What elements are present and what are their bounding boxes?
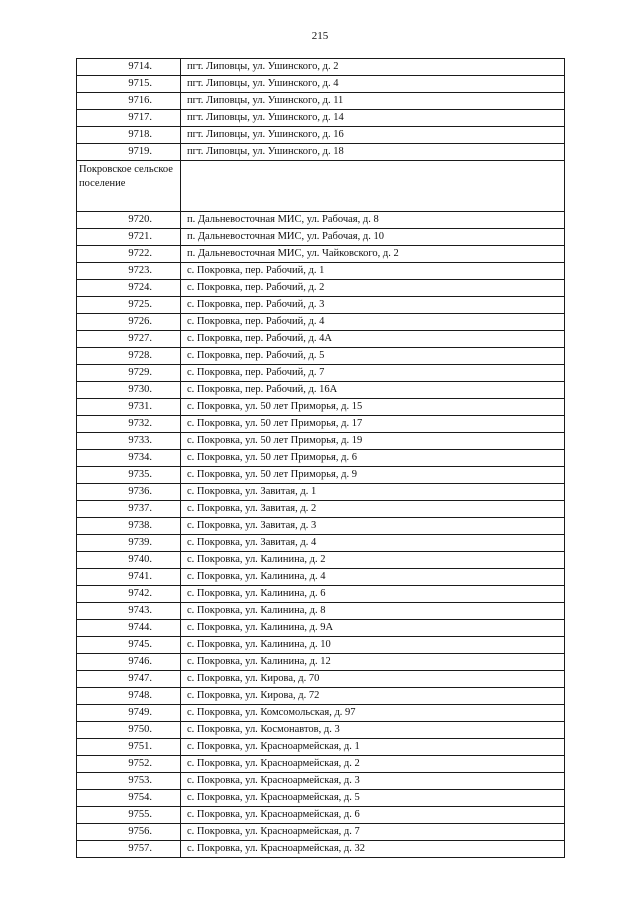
table-row [77, 382, 565, 399]
table-row [77, 416, 565, 433]
address-cell: с. Покровка, пер. Рабочий, д. 16А [181, 382, 565, 399]
address-cell: с. Покровка, ул. 50 лет Приморья, д. 15 [181, 399, 565, 416]
section-note [181, 161, 565, 212]
address-cell: пгт. Липовцы, ул. Ушинского, д. 14 [181, 110, 565, 127]
address-cell: с. Покровка, ул. Красноармейская, д. 3 [181, 773, 565, 790]
address-cell: п. Дальневосточная МИС, ул. Чайковского, д. 2 [181, 246, 565, 263]
table-row [77, 314, 565, 331]
row-number-cell: 9736. [77, 484, 181, 501]
table-row [77, 433, 565, 450]
row-number-cell: 9725. [77, 297, 181, 314]
table-row [77, 331, 565, 348]
table-row [77, 467, 565, 484]
table-row [77, 807, 565, 824]
table-row [77, 603, 565, 620]
address-cell: с. Покровка, ул. Космонавтов, д. 3 [181, 722, 565, 739]
table-row [77, 450, 565, 467]
address-cell: п. Дальневосточная МИС, ул. Рабочая, д. 8 [181, 212, 565, 229]
table-row [77, 348, 565, 365]
address-cell: с. Покровка, пер. Рабочий, д. 2 [181, 280, 565, 297]
address-cell: с. Покровка, ул. Красноармейская, д. 2 [181, 756, 565, 773]
address-cell: с. Покровка, ул. Кирова, д. 72 [181, 688, 565, 705]
table-row [77, 484, 565, 501]
address-cell: с. Покровка, ул. Калинина, д. 2 [181, 552, 565, 569]
address-cell: с. Покровка, ул. Калинина, д. 4 [181, 569, 565, 586]
table-row [77, 773, 565, 790]
address-cell: с. Покровка, ул. Завитая, д. 3 [181, 518, 565, 535]
rows-after-section [77, 212, 565, 858]
address-cell: с. Покровка, ул. 50 лет Приморья, д. 6 [181, 450, 565, 467]
row-number-cell: 9721. [77, 229, 181, 246]
row-number-cell: 9746. [77, 654, 181, 671]
address-cell: с. Покровка, пер. Рабочий, д. 4 [181, 314, 565, 331]
address-cell: с. Покровка, ул. Калинина, д. 6 [181, 586, 565, 603]
row-number-cell: 9756. [77, 824, 181, 841]
row-number-cell: 9757. [77, 841, 181, 858]
table-row [77, 705, 565, 722]
table-row [77, 569, 565, 586]
address-cell: с. Покровка, ул. Завитая, д. 1 [181, 484, 565, 501]
row-number-cell: 9749. [77, 705, 181, 722]
row-number-cell: 9739. [77, 535, 181, 552]
row-number-cell: 9723. [77, 263, 181, 280]
row-number-cell: 9715. [77, 76, 181, 93]
address-cell: пгт. Липовцы, ул. Ушинского, д. 18 [181, 144, 565, 161]
address-cell: с. Покровка, ул. Красноармейская, д. 1 [181, 739, 565, 756]
row-number-cell: 9714. [77, 59, 181, 76]
address-cell: с. Покровка, ул. Кирова, д. 70 [181, 671, 565, 688]
row-number-cell: 9751. [77, 739, 181, 756]
table-row [77, 144, 565, 161]
row-number-cell: 9752. [77, 756, 181, 773]
row-number-cell: 9737. [77, 501, 181, 518]
row-number-cell: 9741. [77, 569, 181, 586]
table-row [77, 586, 565, 603]
row-number-cell: 9728. [77, 348, 181, 365]
table-row [77, 93, 565, 110]
row-number-cell: 9716. [77, 93, 181, 110]
address-cell: с. Покровка, ул. 50 лет Приморья, д. 9 [181, 467, 565, 484]
row-number-cell: 9754. [77, 790, 181, 807]
table-row [77, 552, 565, 569]
row-number-cell: 9731. [77, 399, 181, 416]
row-number-cell: 9733. [77, 433, 181, 450]
row-number-cell: 9745. [77, 637, 181, 654]
row-number-cell: 9740. [77, 552, 181, 569]
row-number-cell: 9730. [77, 382, 181, 399]
section-header-row [77, 161, 565, 212]
table-row [77, 739, 565, 756]
table-row [77, 399, 565, 416]
row-number-cell: 9744. [77, 620, 181, 637]
table-row [77, 620, 565, 637]
row-number-cell: 9750. [77, 722, 181, 739]
address-cell: с. Покровка, ул. Завитая, д. 2 [181, 501, 565, 518]
table-row [77, 263, 565, 280]
table-row [77, 688, 565, 705]
table-row [77, 654, 565, 671]
row-number-cell: 9729. [77, 365, 181, 382]
row-number-cell: 9735. [77, 467, 181, 484]
section-header-group [77, 161, 565, 212]
address-cell: с. Покровка, ул. Завитая, д. 4 [181, 535, 565, 552]
address-cell: с. Покровка, пер. Рабочий, д. 1 [181, 263, 565, 280]
table-row [77, 59, 565, 76]
rows-before-section [77, 59, 565, 161]
row-number-cell: 9727. [77, 331, 181, 348]
row-number-cell: 9722. [77, 246, 181, 263]
address-cell: с. Покровка, ул. Комсомольская, д. 97 [181, 705, 565, 722]
table-row [77, 212, 565, 229]
row-number-cell: 9738. [77, 518, 181, 535]
table-row [77, 229, 565, 246]
row-number-cell: 9724. [77, 280, 181, 297]
address-cell: с. Покровка, пер. Рабочий, д. 5 [181, 348, 565, 365]
table-row [77, 518, 565, 535]
row-number-cell: 9755. [77, 807, 181, 824]
table-row [77, 841, 565, 858]
address-cell: с. Покровка, ул. Красноармейская, д. 7 [181, 824, 565, 841]
row-number-cell: 9742. [77, 586, 181, 603]
row-number-cell: 9719. [77, 144, 181, 161]
row-number-cell: 9734. [77, 450, 181, 467]
address-cell: с. Покровка, ул. 50 лет Приморья, д. 19 [181, 433, 565, 450]
table-row [77, 280, 565, 297]
address-cell: пгт. Липовцы, ул. Ушинского, д. 16 [181, 127, 565, 144]
address-cell: пгт. Липовцы, ул. Ушинского, д. 11 [181, 93, 565, 110]
row-number-cell: 9720. [77, 212, 181, 229]
row-number-cell: 9718. [77, 127, 181, 144]
table-row [77, 824, 565, 841]
address-cell: с. Покровка, ул. Красноармейская, д. 5 [181, 790, 565, 807]
row-number-cell: 9732. [77, 416, 181, 433]
row-number-cell: 9726. [77, 314, 181, 331]
table-row [77, 246, 565, 263]
table-row [77, 127, 565, 144]
row-number-cell: 9743. [77, 603, 181, 620]
section-title: Покровское сельское поселение [77, 161, 181, 212]
table-row [77, 756, 565, 773]
table-row [77, 110, 565, 127]
table-row [77, 501, 565, 518]
address-cell: с. Покровка, ул. Калинина, д. 12 [181, 654, 565, 671]
row-number-cell: 9717. [77, 110, 181, 127]
table-row [77, 637, 565, 654]
address-cell: с. Покровка, ул. Калинина, д. 9А [181, 620, 565, 637]
row-number-cell: 9753. [77, 773, 181, 790]
address-cell: с. Покровка, ул. Красноармейская, д. 6 [181, 807, 565, 824]
address-registry-table [76, 58, 565, 858]
table-row [77, 671, 565, 688]
address-cell: с. Покровка, пер. Рабочий, д. 7 [181, 365, 565, 382]
table-row [77, 722, 565, 739]
address-cell: п. Дальневосточная МИС, ул. Рабочая, д. 10 [181, 229, 565, 246]
address-cell: пгт. Липовцы, ул. Ушинского, д. 4 [181, 76, 565, 93]
table-row [77, 790, 565, 807]
address-cell: с. Покровка, пер. Рабочий, д. 4А [181, 331, 565, 348]
row-number-cell: 9748. [77, 688, 181, 705]
address-cell: с. Покровка, ул. Красноармейская, д. 32 [181, 841, 565, 858]
address-cell: с. Покровка, ул. Калинина, д. 10 [181, 637, 565, 654]
address-cell: с. Покровка, ул. 50 лет Приморья, д. 17 [181, 416, 565, 433]
row-number-cell: 9747. [77, 671, 181, 688]
table-row [77, 535, 565, 552]
table-row [77, 365, 565, 382]
address-cell: с. Покровка, ул. Калинина, д. 8 [181, 603, 565, 620]
table-row [77, 76, 565, 93]
address-cell: пгт. Липовцы, ул. Ушинского, д. 2 [181, 59, 565, 76]
page-number: 215 [311, 30, 329, 42]
table-row [77, 297, 565, 314]
address-cell: с. Покровка, пер. Рабочий, д. 3 [181, 297, 565, 314]
